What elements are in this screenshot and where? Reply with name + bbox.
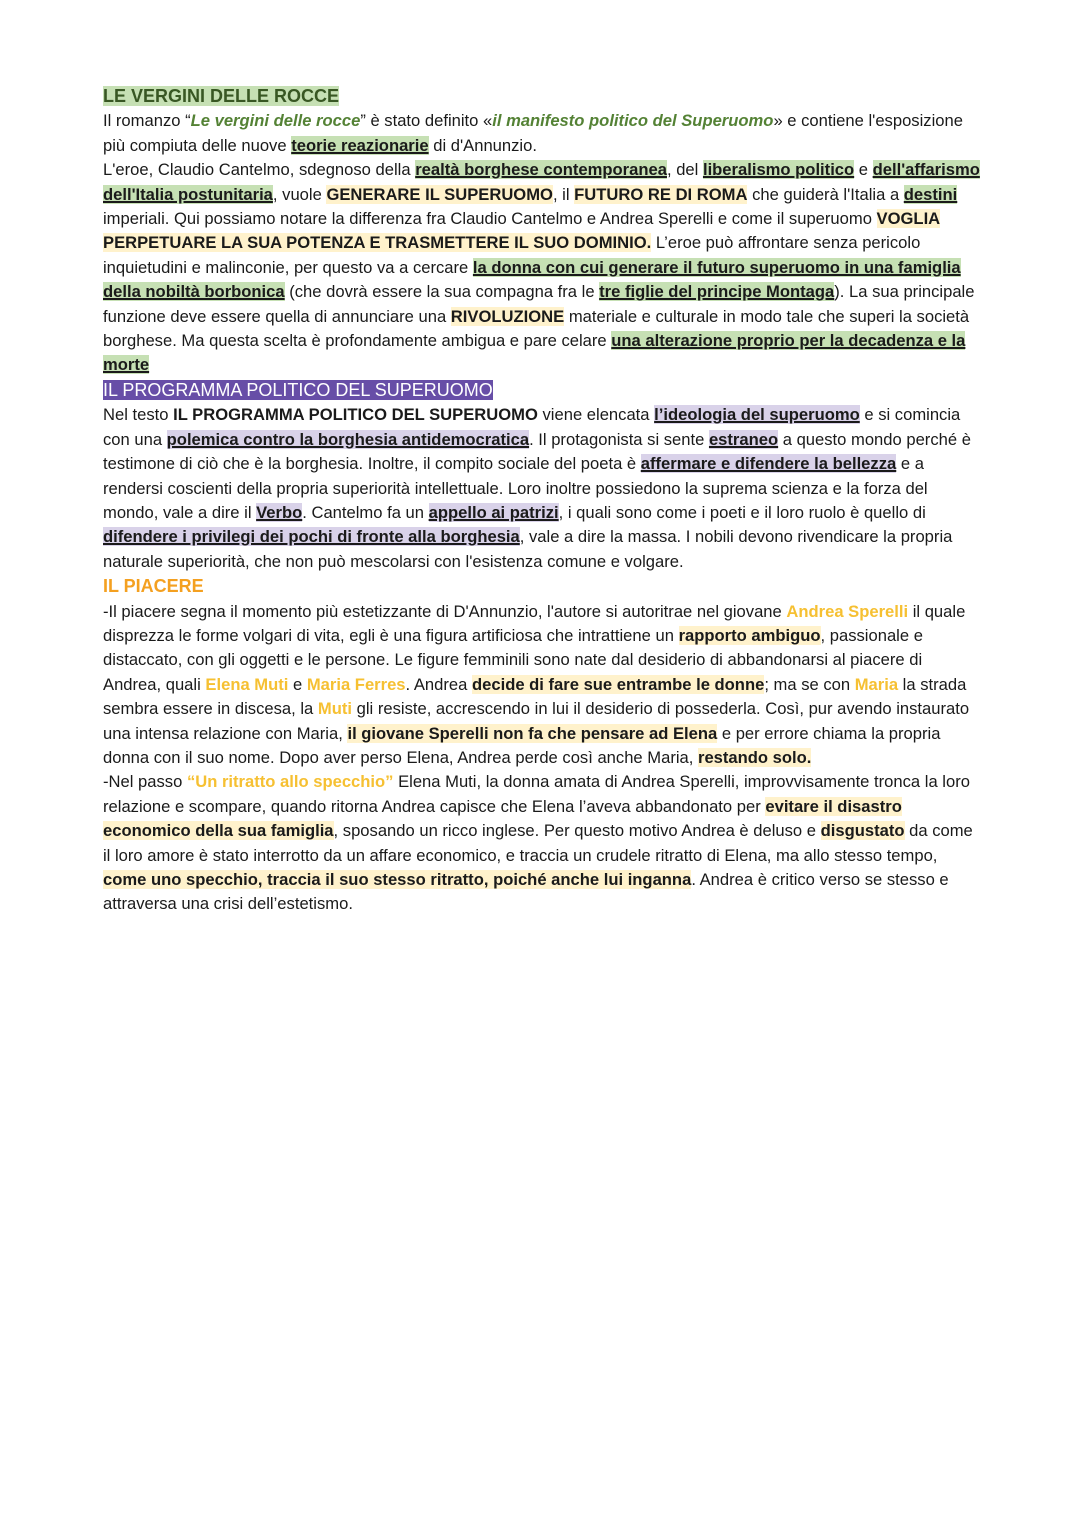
section-title-vergini: LE VERGINI DELLE ROCCE: [103, 86, 340, 106]
paragraph-vergini: Il romanzo “Le vergini delle rocce” è stato definito «il manifesto politico del Superuomo» e contiene l'esposizione più compiuta delle nuove teorie reazionarie di d'Annunzio. L'eroe, Claudio Cantelmo, sdegnoso della realtà borghese contemporanea, del liberalismo politico e dell'affarismo dell'Italia postunitaria, vuole GENERARE IL SUPERUOMO, il FUTURO RE DI ROMA che guiderà l'Italia a destini imperiali. Qui possiamo notare la differenza fra Claudio Cantelmo e Andrea Sperelli e come il superuomo VOGLIA PERPETUARE LA SUA POTENZA E TRASMETTERE IL SUO DOMINIO. L’eroe può affrontare senza pericolo inquietudini e malinconie, per questo va a cercare la donna con cui generare il futuro superuomo in una famiglia della nobiltà borbonica (che dovrà essere la sua compagna fra le tre figlie del principe Montaga). La sua principale funzione deve essere quella di annunciare una RIVOLUZIONE materiale e culturale in modo tale che superi la società borghese. Ma questa scelta è profondamente ambigua e pare celare una alterazione proprio per la decadenza e la morte: [103, 111, 980, 375]
paragraph-piacere-1: -Il piacere segna il momento più estetizzante di D'Annunzio, l'autore si autoritrae nel giovane Andrea Sperelli il quale disprezza le forme volgari di vita, egli è una figura artificiosa che intrattiene un rapporto ambiguo, passionale e distaccato, con gli oggetti e le persone. Le figure femminili sono nate dal desiderio di abbandonarsi al piacere di Andrea, quali Elena Muti e Maria Ferres. Andrea decide di fare sue entrambe le donne; ma se con Maria la strada sembra essere in discesa, la Muti gli resiste, accrescendo in lui il desiderio di possederla. Così, pur avendo instaurato una intensa relazione con Maria, il giovane Sperelli non fa che pensare ad Elena e per errore chiama la propria donna con il suo nome. Dopo aver perso Elena, Andrea perde così anche Maria, restando solo.: [103, 601, 970, 767]
section-title-piacere: IL PIACERE: [103, 576, 204, 597]
paragraph-piacere-2: -Nel passo “Un ritratto allo specchio” Elena Muti, la donna amata di Andrea Sperelli, improvvisamente tronca la loro relazione e scompare, quando ritorna Andrea capisce che Elena l’aveva abbandonato per evitare il disastro economico della sua famiglia, sposando un ricco inglese. Per questo motivo Andrea è deluso e disgustato da come il loro amore è stato interrotto da un affare economico, e traccia un crudele ritratto di Elena, ma allo stesso tempo, come uno specchio, traccia il suo stesso ritratto, poiché anche lui inganna. Andrea è critico verso se stesso e attraversa una crisi dell’estetismo.: [103, 772, 973, 914]
document-body: [103, 84, 983, 917]
paragraph-programma: Nel testo IL PROGRAMMA POLITICO DEL SUPERUOMO viene elencata l’ideologia del superuomo e si comincia con una polemica contro la borghesia antidemocratica. Il protagonista si sente estraneo a questo mondo perché è testimone di ciò che è la borghesia. Inoltre, il compito sociale del poeta è affermare e difendere la bellezza e a rendersi coscienti della propria superiorità intellettuale. Loro inoltre possiedono la suprema scienza e la forza del mondo, vale a dire il Verbo. Cantelmo fa un appello ai patrizi, i quali sono come i poeti e il loro ruolo è quello di difendere i privilegi dei pochi di fronte alla borghesia, vale a dire la massa. I nobili devono rivendicare la propria naturale superiorità, che non può mescolarsi con l'esistenza comune e volgare.: [103, 405, 971, 571]
section-title-programma: IL PROGRAMMA POLITICO DEL SUPERUOMO: [103, 379, 493, 400]
